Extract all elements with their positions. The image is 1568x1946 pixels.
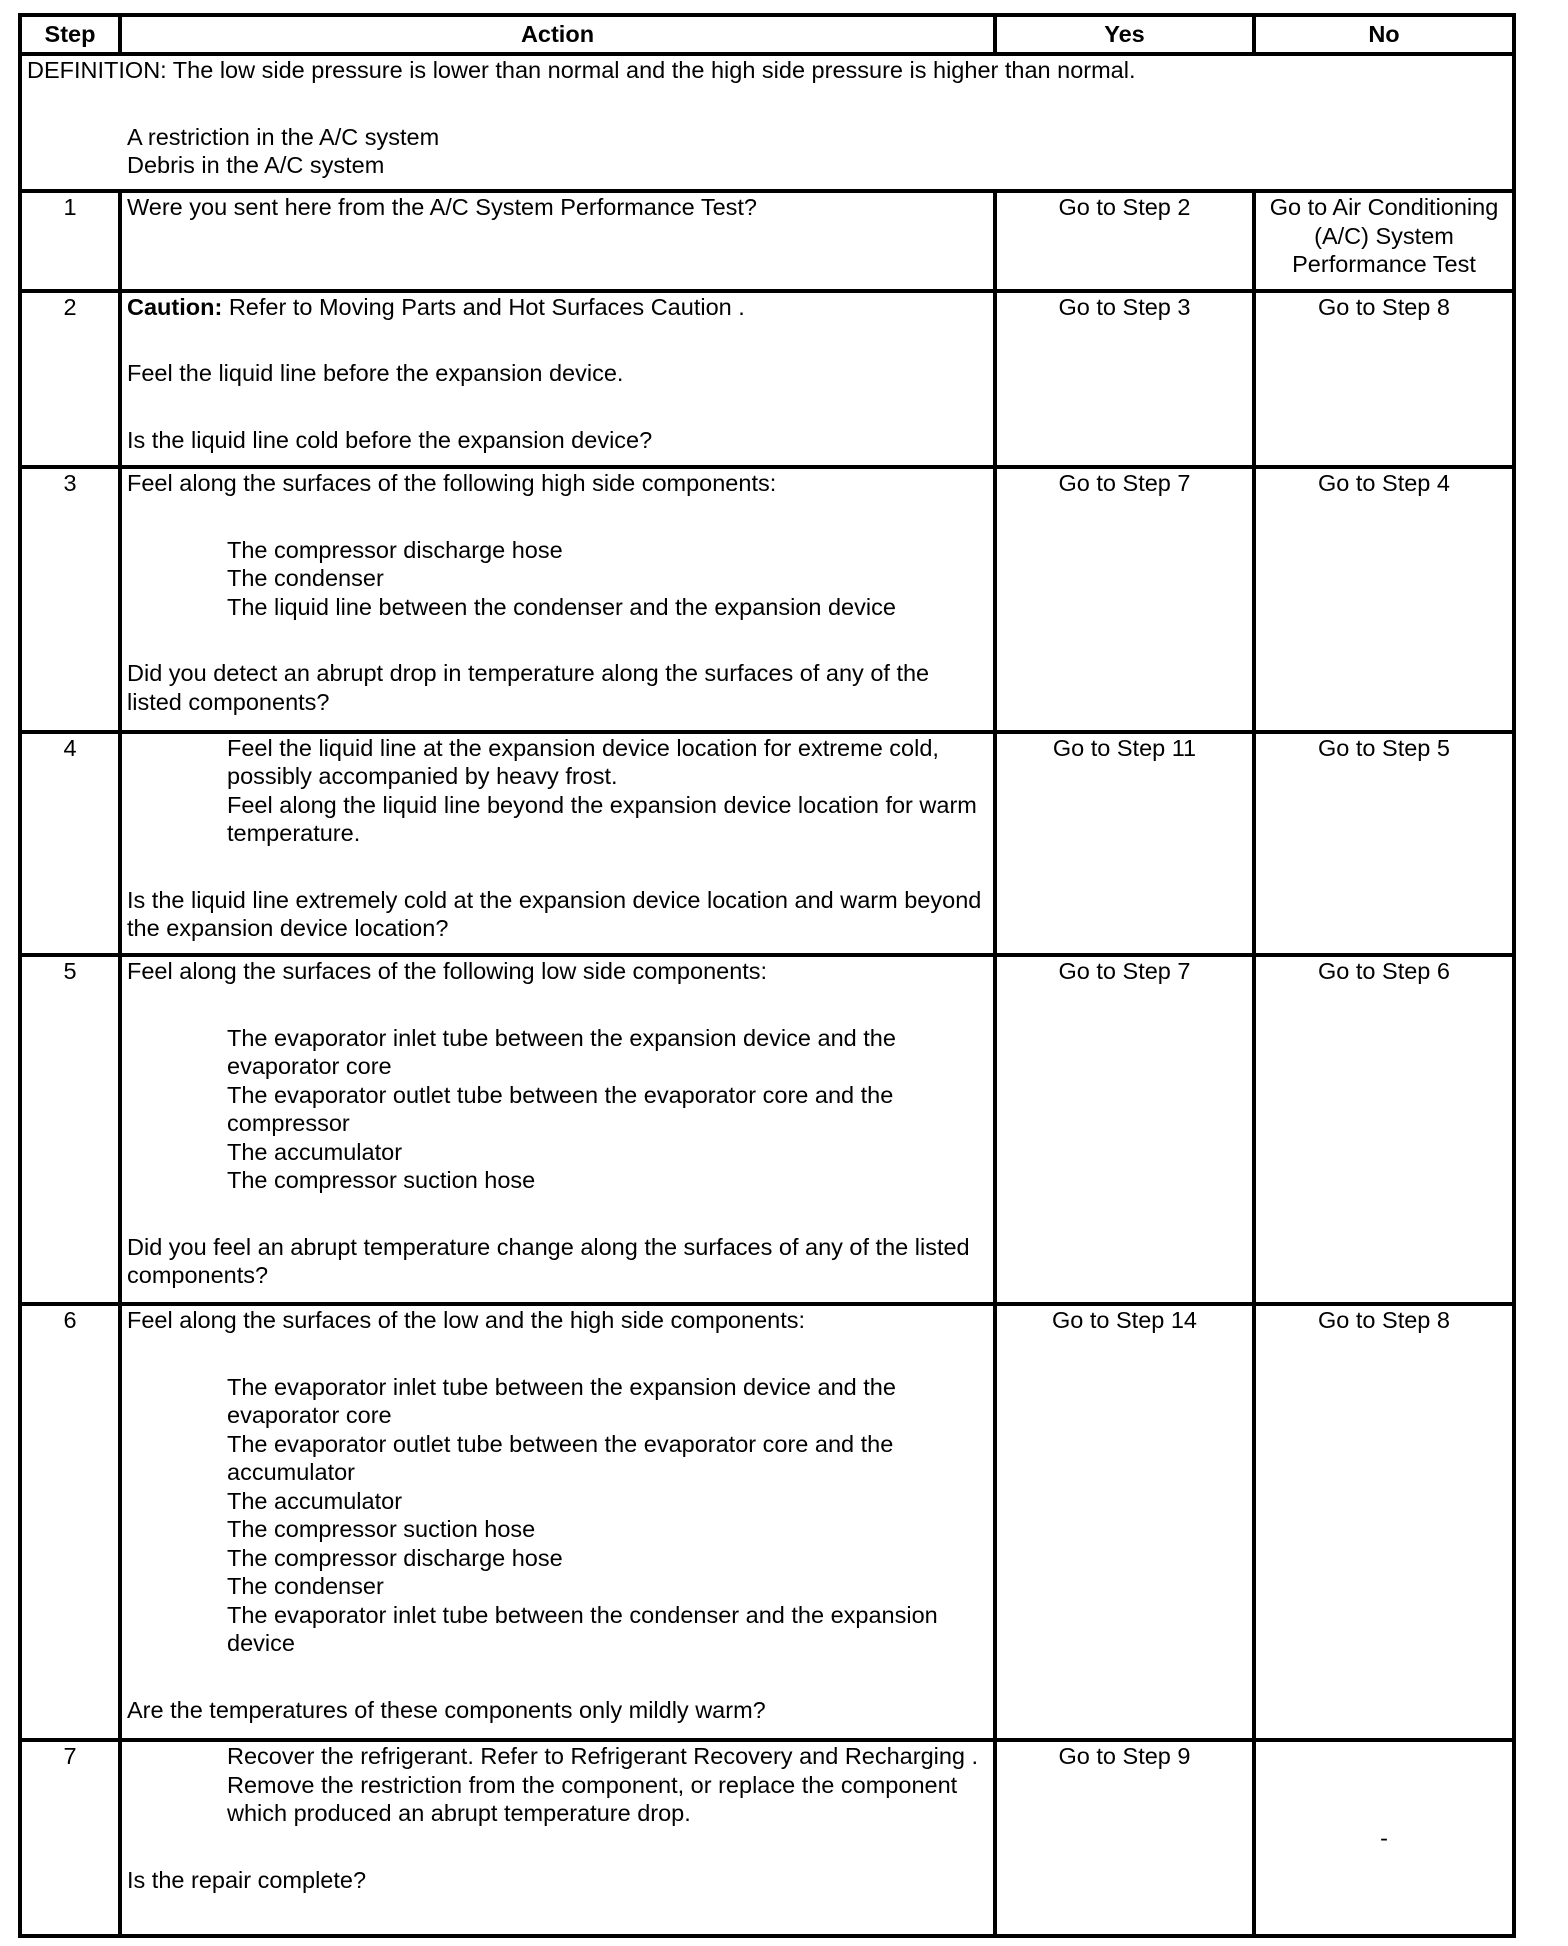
- yes-link[interactable]: Go to Step 14: [995, 1304, 1254, 1740]
- definition-cell: [20, 54, 1514, 191]
- component-item: The evaporator outlet tube between the evaporator core and the accumulator: [227, 1430, 894, 1486]
- instruction-text: Feel the liquid line before the expansion device.: [127, 360, 624, 387]
- step-number: 4: [20, 732, 120, 956]
- header-action: Action: [120, 15, 995, 54]
- action-cell: [120, 1304, 995, 1740]
- action-cell: [120, 955, 995, 1304]
- step-number: 5: [20, 955, 120, 1304]
- no-value: -: [1254, 1740, 1514, 1936]
- instruction-item: Remove the restriction from the component, or replace the component which produced an abrupt temperature drop.: [227, 1771, 958, 1827]
- yes-link[interactable]: Go to Step 9: [995, 1740, 1254, 1936]
- instruction-item: Feel along the liquid line beyond the expansion device location for warm temperature.: [227, 791, 977, 847]
- diagnostic-table: [18, 13, 1516, 1938]
- action-cell: [120, 467, 995, 732]
- component-item: The condenser: [227, 1573, 384, 1600]
- definition-text: DEFINITION: The low side pressure is lower than normal and the high side pressure is higher than normal.: [27, 57, 1136, 83]
- component-item: The evaporator inlet tube between the condenser and the expansion device: [227, 1601, 938, 1657]
- question-text: Is the liquid line extremely cold at the expansion device location and warm beyond the expansion device location?: [127, 886, 982, 942]
- component-item: The compressor suction hose: [227, 1516, 536, 1543]
- definition-row: [20, 54, 1514, 191]
- yes-link[interactable]: Go to Step 11: [995, 732, 1254, 956]
- no-link[interactable]: Go to Step 8: [1254, 291, 1514, 467]
- cause-item: A restriction in the A/C system: [127, 123, 440, 150]
- step-number: 2: [20, 291, 120, 467]
- no-link[interactable]: Go to Step 4: [1254, 467, 1514, 732]
- question-text: Did you feel an abrupt temperature change along the surfaces of any of the listed components?: [127, 1233, 970, 1289]
- question-text: Did you detect an abrupt drop in temperature along the surfaces of any of the listed components?: [127, 660, 930, 715]
- component-item: The liquid line between the condenser and the expansion device: [227, 593, 896, 620]
- component-item: The condenser: [227, 565, 384, 592]
- table-row-step-2: [20, 291, 1514, 467]
- yes-link[interactable]: Go to Step 3: [995, 291, 1254, 467]
- instruction-item: Feel the liquid line at the expansion device location for extreme cold, possibly accompanied by heavy frost.: [227, 734, 939, 790]
- step-number: 1: [20, 191, 120, 290]
- cause-item: Debris in the A/C system: [127, 152, 385, 178]
- no-link[interactable]: Go to Air Conditioning (A/C) System Performance Test: [1254, 191, 1514, 290]
- component-item: The compressor discharge hose: [227, 536, 563, 563]
- action-cell: [120, 191, 995, 290]
- action-cell: [120, 732, 995, 956]
- step-number: 3: [20, 467, 120, 732]
- action-cell: [120, 1740, 995, 1936]
- component-item: The accumulator: [227, 1487, 403, 1514]
- header-row: [20, 15, 1514, 54]
- step-number: 7: [20, 1740, 120, 1936]
- caution-text: Refer to Moving Parts and Hot Surfaces Caution .: [222, 293, 745, 320]
- component-item: The evaporator inlet tube between the expansion device and the evaporator core: [227, 1373, 896, 1429]
- intro-text: Feel along the surfaces of the low and the high side components:: [127, 1307, 806, 1334]
- component-item: The compressor suction hose: [227, 1167, 536, 1194]
- header-no: No: [1254, 15, 1514, 54]
- table-row-step-3: [20, 467, 1514, 732]
- question-text: Are the temperatures of these components only mildly warm?: [127, 1696, 766, 1723]
- yes-link[interactable]: Go to Step 7: [995, 955, 1254, 1304]
- intro-text: Feel along the surfaces of the following low side components:: [127, 958, 768, 985]
- question-text: Is the liquid line cold before the expansion device?: [127, 426, 653, 453]
- action-cell: [120, 291, 995, 467]
- table-row-step-7: [20, 1740, 1514, 1936]
- component-item: The evaporator outlet tube between the evaporator core and the compressor: [227, 1081, 894, 1137]
- intro-text: Feel along the surfaces of the following high side components:: [127, 470, 777, 497]
- yes-link[interactable]: Go to Step 2: [995, 191, 1254, 290]
- table-row-step-5: [20, 955, 1514, 1304]
- no-link[interactable]: Go to Step 8: [1254, 1304, 1514, 1740]
- no-link[interactable]: Go to Step 6: [1254, 955, 1514, 1304]
- yes-link[interactable]: Go to Step 7: [995, 467, 1254, 732]
- instruction-item: Recover the refrigerant. Refer to Refrigerant Recovery and Recharging .: [227, 1743, 979, 1770]
- header-yes: Yes: [995, 15, 1254, 54]
- caution-line: [127, 293, 988, 322]
- table-row-step-1: [20, 191, 1514, 290]
- question-text: Is the repair complete?: [127, 1866, 367, 1893]
- no-link[interactable]: Go to Step 5: [1254, 732, 1514, 956]
- question-text: Were you sent here from the A/C System Performance Test?: [127, 194, 757, 221]
- component-item: The evaporator inlet tube between the expansion device and the evaporator core: [227, 1024, 896, 1080]
- caution-label: Caution:: [127, 293, 223, 320]
- table-row-step-6: [20, 1304, 1514, 1740]
- header-step: Step: [20, 15, 120, 54]
- step-number: 6: [20, 1304, 120, 1740]
- table-row-step-4: [20, 732, 1514, 956]
- component-item: The compressor discharge hose: [227, 1544, 563, 1571]
- component-item: The accumulator: [227, 1138, 403, 1165]
